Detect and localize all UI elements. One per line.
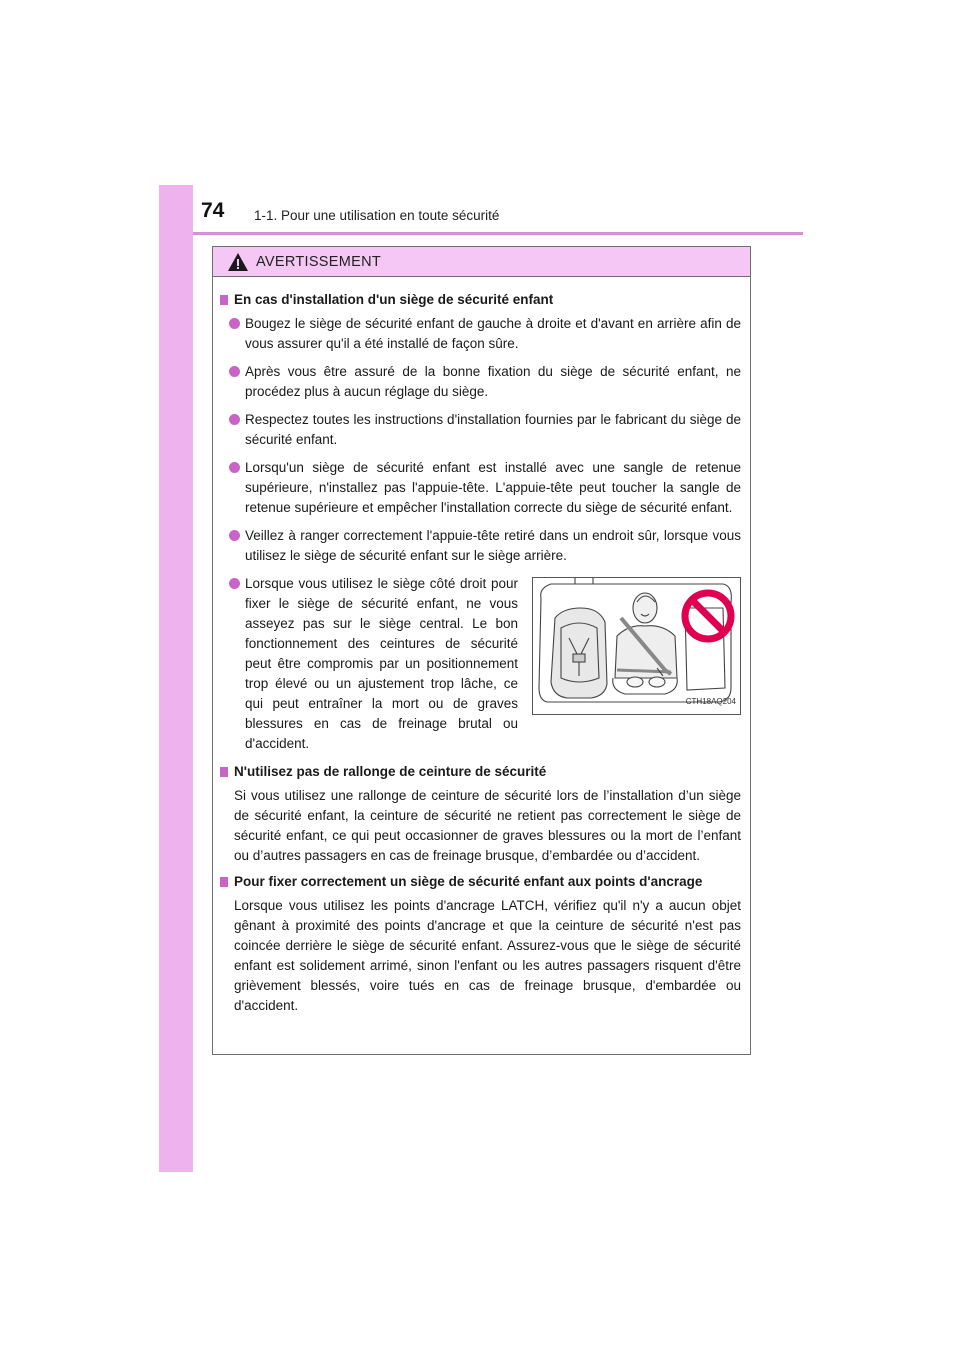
prohibition-icon: [685, 593, 731, 639]
list-item: Respectez toutes les instructions d'installation fournies par le fabricant du siège de sécurité enfant.: [217, 410, 741, 450]
warning-title: AVERTISSEMENT: [256, 253, 382, 270]
bullet-dot-icon: [229, 578, 240, 589]
square-bullet-icon: [220, 767, 228, 777]
page-number: 74: [201, 199, 225, 222]
bullet-dot-icon: [229, 414, 240, 425]
child-seat-illustration: [532, 577, 741, 715]
warning-content: [213, 277, 750, 1016]
list-item: Veillez à ranger correctement l'appuie-tête retiré dans un endroit sûr, lorsque vous utilisez le siège de sécurité enfant sur le siège arrière.: [217, 526, 741, 566]
section-title: 1-1. Pour une utilisation en toute sécurité: [254, 208, 500, 223]
bullet-dot-icon: [229, 366, 240, 377]
section-paragraph: Si vous utilisez une rallonge de ceinture de sécurité lors de l’installation d’un siège de sécurité enfant, la ceinture de sécurité ne retient pas correctement le siège de sécurité enfant, ce qui peut occasionner de graves blessures ou la mort de l’enfant ou d’autres passagers en cas de freinage brusque, d’embardée ou d’accident.: [234, 788, 741, 863]
bullet-dot-icon: [229, 462, 240, 473]
warning-header: [213, 247, 750, 277]
section-heading: En cas d'installation d'un siège de sécurité enfant: [217, 290, 741, 310]
section-heading: Pour fixer correctement un siège de sécurité enfant aux points d'ancrage: [217, 872, 741, 892]
header-rule: [193, 232, 803, 235]
list-item: Après vous être assuré de la bonne fixation du siège de sécurité enfant, ne procédez plus à aucun réglage du siège.: [217, 362, 741, 402]
square-bullet-icon: [220, 877, 228, 887]
warning-triangle-icon: [227, 252, 249, 272]
warning-box: [212, 246, 751, 1055]
bullet-dot-icon: [229, 318, 240, 329]
list-item: Lorsqu'un siège de sécurité enfant est installé avec une sangle de retenue supérieure, n'installez pas l'appuie-tête. L'appuie-tête peut toucher la sangle de retenue supérieure et empêcher l'installation correcte du siège de sécurité enfant.: [217, 458, 741, 518]
bullet-with-figure: [217, 574, 741, 754]
list-item: Bougez le siège de sécurité enfant de gauche à droite et d'avant en arrière afin de vous assurer qu'il a été installé de façon sûre.: [217, 314, 741, 354]
chapter-tab-sidebar: [159, 185, 193, 1172]
section-heading: N'utilisez pas de rallonge de ceinture de sécurité: [217, 762, 741, 782]
list-item: Lorsque vous utilisez le siège côté droit pour fixer le siège de sécurité enfant, ne vous asseyez pas sur le siège central. Le bon fonctionnement des ceintures de sécurité peut être compromis par un positionnement trop élevé ou un ajustement trop lâche, ce qui peut entraîner la mort ou de graves blessures en cas de freinage brutal ou d'accident.: [229, 574, 518, 754]
square-bullet-icon: [220, 295, 228, 305]
bullet-dot-icon: [229, 530, 240, 541]
section-paragraph: Lorsque vous utilisez les points d'ancrage LATCH, vérifiez qu'il n'y a aucun objet gênant à proximité des points d'ancrage et que la ceinture de sécurité n'est pas coincée derrière le siège de sécurité enfant. Assurez-vous que le siège de sécurité enfant est solidement arrimé, sinon l'enfant ou les autres passagers risquent d'être grièvement blessés, voire tués en cas de freinage brusque, d'embardée ou d'accident.: [234, 898, 741, 1013]
figure-code: CTH18AQ204: [685, 697, 736, 706]
